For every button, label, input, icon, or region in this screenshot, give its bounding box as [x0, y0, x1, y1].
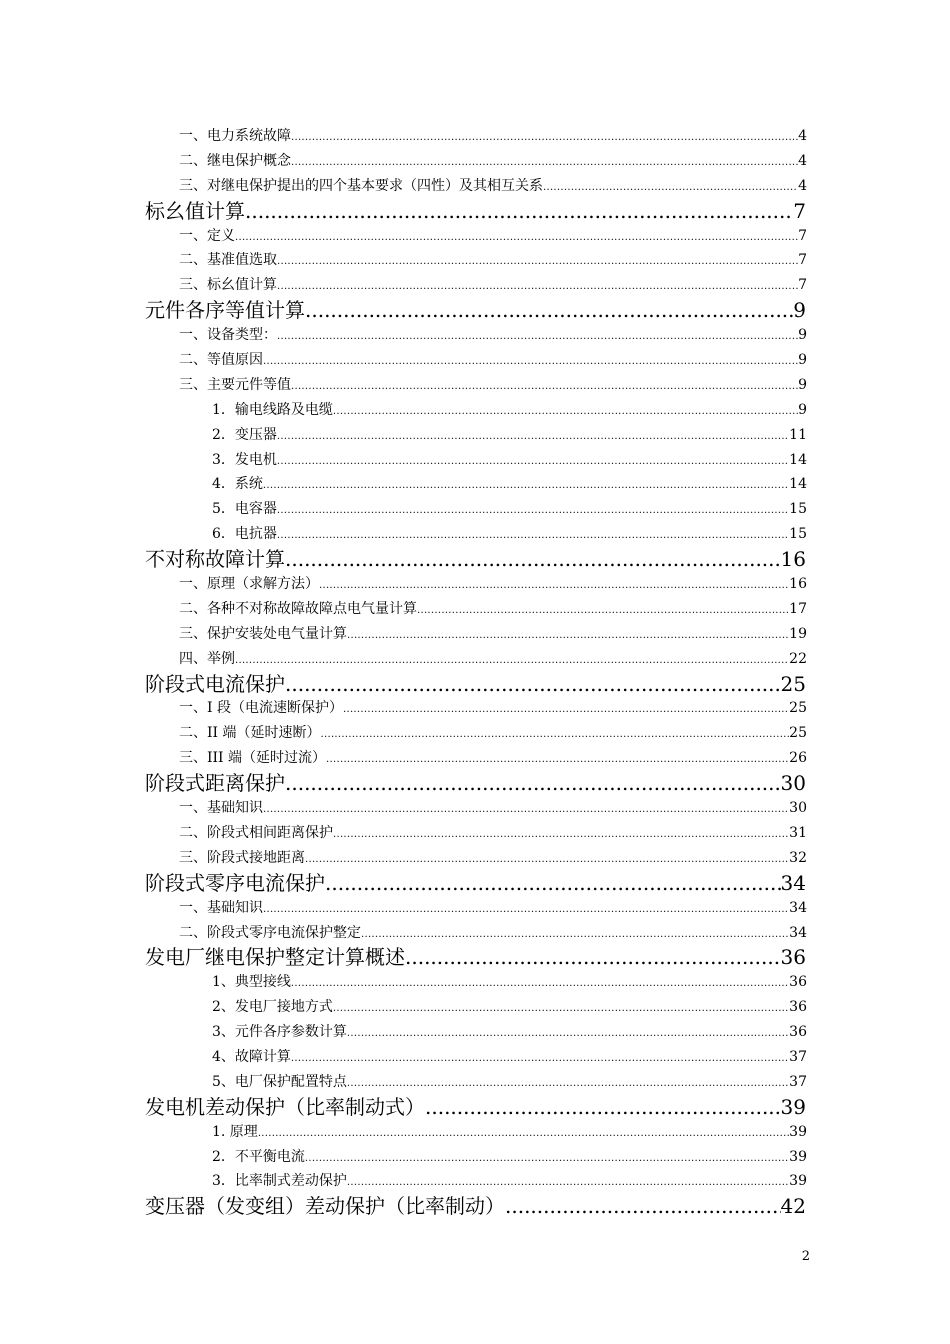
- toc-entry-page-number: 14: [789, 476, 807, 493]
- toc-entry-page-number: 39: [780, 1094, 806, 1119]
- toc-entry-title: 1．输电线路及电缆: [212, 401, 333, 418]
- toc-entry-page-number: 7: [798, 252, 807, 269]
- toc-entry-title: 四、举例: [179, 650, 235, 667]
- toc-dot-leader: [305, 298, 793, 323]
- toc-entry-title: 发电厂继电保护整定计算概述: [145, 945, 405, 970]
- toc-entry-title: 2．变压器: [212, 426, 277, 443]
- toc-entry-title: 三、标幺值计算: [179, 277, 277, 294]
- toc-entry-page-number: 14: [789, 451, 807, 468]
- toc-entry-page-number: 9: [798, 352, 807, 369]
- toc-entry-title: 4、故障计算: [212, 1048, 291, 1065]
- toc-entry-page-number: 25: [789, 700, 807, 717]
- toc-section-entry[interactable]: [0, 647, 950, 672]
- toc-entry-title: 4．系统: [212, 476, 263, 493]
- toc-entry-title: 二、等值原因: [179, 352, 263, 369]
- toc-entry-title: 三、III 端（延时过流）: [179, 750, 327, 767]
- toc-entry-title: 3、元件各序参数计算: [212, 1024, 347, 1041]
- toc-dot-leader: [319, 574, 789, 599]
- toc-section-entry[interactable]: [0, 1169, 950, 1194]
- toc-entry-title: 阶段式电流保护: [145, 671, 285, 696]
- toc-entry-page-number: 37: [789, 1073, 807, 1090]
- toc-dot-leader: [347, 1171, 789, 1196]
- toc-chapter-entry[interactable]: [0, 771, 950, 796]
- toc-entry-title: 三、对继电保护提出的四个基本要求（四性）及其相互关系: [179, 177, 543, 194]
- toc-entry-title: 二、II 端（延时速断）: [179, 725, 321, 742]
- toc-entry-page-number: 4: [798, 177, 807, 194]
- toc-entry-page-number: 30: [789, 800, 807, 817]
- toc-dot-leader: [263, 350, 798, 375]
- toc-entry-title: 二、阶段式零序电流保护整定: [179, 924, 361, 941]
- toc-dot-leader: [333, 400, 798, 425]
- toc-entry-title: 3．发电机: [212, 451, 277, 468]
- toc-dot-leader: [505, 1194, 781, 1219]
- toc-section-entry[interactable]: [0, 497, 950, 522]
- toc-dot-leader: [343, 698, 789, 723]
- toc-dot-leader: [285, 672, 781, 697]
- toc-section-entry[interactable]: [0, 1070, 950, 1095]
- toc-entry-page-number: 25: [780, 671, 806, 696]
- toc-section-entry[interactable]: [0, 323, 950, 348]
- toc-entry-title: 三、阶段式接地距离: [179, 849, 305, 866]
- toc-section-entry[interactable]: [0, 373, 950, 398]
- table-of-contents: [0, 124, 950, 1219]
- toc-section-entry[interactable]: [0, 472, 950, 497]
- toc-entry-title: 标幺值计算: [145, 198, 245, 223]
- toc-entry-page-number: 36: [789, 1024, 807, 1041]
- toc-dot-leader: [333, 997, 789, 1022]
- toc-dot-leader: [285, 771, 781, 796]
- toc-chapter-entry[interactable]: [0, 672, 950, 697]
- toc-dot-leader: [277, 425, 789, 450]
- toc-dot-leader: [291, 375, 798, 400]
- toc-entry-page-number: 9: [793, 298, 806, 323]
- toc-dot-leader: [417, 599, 789, 624]
- toc-dot-leader: [277, 524, 789, 549]
- toc-section-entry[interactable]: [0, 1020, 950, 1045]
- toc-entry-title: 3．比率制式差动保护: [212, 1173, 347, 1190]
- toc-dot-leader: [235, 226, 798, 251]
- toc-section-entry[interactable]: [0, 448, 950, 473]
- toc-entry-page-number: 19: [789, 625, 807, 642]
- toc-entry-title: 5、电厂保护配置特点: [212, 1073, 347, 1090]
- toc-dot-leader: [277, 325, 798, 350]
- toc-dot-leader: [347, 624, 789, 649]
- toc-dot-leader: [258, 1122, 789, 1147]
- toc-entry-title: 二、阶段式相间距离保护: [179, 824, 333, 841]
- toc-section-entry[interactable]: [0, 821, 950, 846]
- toc-section-entry[interactable]: [0, 721, 950, 746]
- toc-dot-leader: [425, 1095, 781, 1120]
- toc-dot-leader: [263, 898, 789, 923]
- toc-entry-title: 发电机差动保护（比率制动式）: [145, 1094, 425, 1119]
- toc-dot-leader: [543, 176, 798, 201]
- toc-dot-leader: [245, 199, 793, 224]
- toc-entry-page-number: 26: [789, 750, 807, 767]
- toc-dot-leader: [291, 126, 798, 151]
- toc-section-entry[interactable]: [0, 970, 950, 995]
- toc-dot-leader: [361, 923, 789, 948]
- toc-entry-page-number: 32: [789, 849, 807, 866]
- toc-dot-leader: [263, 474, 789, 499]
- toc-section-entry[interactable]: [0, 174, 950, 199]
- toc-chapter-entry[interactable]: [0, 1095, 950, 1120]
- toc-entry-page-number: 25: [789, 725, 807, 742]
- toc-entry-title: 变压器（发变组）差动保护（比率制动）: [145, 1194, 505, 1219]
- toc-entry-title: 5．电容器: [212, 501, 277, 518]
- toc-entry-title: 1. 原理: [212, 1123, 258, 1140]
- toc-entry-page-number: 7: [793, 198, 806, 223]
- toc-entry-title: 一、电力系统故障: [179, 128, 291, 144]
- toc-entry-page-number: 9: [798, 327, 807, 344]
- toc-entry-title: 阶段式距离保护: [145, 771, 285, 796]
- toc-section-entry[interactable]: [0, 348, 950, 373]
- toc-section-entry[interactable]: [0, 846, 950, 871]
- toc-entry-title: 一、I 段（电流速断保护）: [179, 700, 343, 717]
- toc-entry-page-number: 16: [780, 547, 806, 572]
- toc-dot-leader: [405, 945, 781, 970]
- toc-entry-page-number: 9: [798, 376, 807, 393]
- toc-dot-leader: [305, 1147, 789, 1172]
- toc-dot-leader: [291, 1047, 789, 1072]
- toc-section-entry[interactable]: [0, 149, 950, 174]
- toc-dot-leader: [277, 275, 798, 300]
- toc-entry-page-number: 15: [789, 501, 807, 518]
- toc-entry-page-number: 42: [780, 1194, 806, 1219]
- toc-dot-leader: [263, 798, 789, 823]
- toc-entry-title: 元件各序等值计算: [145, 298, 305, 323]
- toc-entry-title: 一、定义: [179, 227, 235, 244]
- toc-section-entry[interactable]: [0, 1045, 950, 1070]
- toc-entry-page-number: 7: [798, 277, 807, 294]
- toc-section-entry[interactable]: [0, 522, 950, 547]
- toc-entry-page-number: 36: [780, 945, 806, 970]
- toc-entry-page-number: 30: [780, 771, 806, 796]
- toc-dot-leader: [235, 649, 789, 674]
- toc-entry-title: 二、各种不对称故障故障点电气量计算: [179, 600, 417, 617]
- toc-chapter-entry[interactable]: [0, 298, 950, 323]
- toc-chapter-entry[interactable]: [0, 547, 950, 572]
- toc-entry-page-number: 4: [798, 128, 807, 144]
- toc-section-entry[interactable]: [0, 248, 950, 273]
- toc-entry-title: 一、原理（求解方法）: [179, 576, 319, 593]
- toc-entry-title: 一、设备类型：: [179, 327, 277, 344]
- toc-entry-page-number: 39: [789, 1123, 807, 1140]
- toc-section-entry[interactable]: [0, 224, 950, 249]
- toc-section-entry[interactable]: [0, 597, 950, 622]
- toc-section-entry[interactable]: [0, 896, 950, 921]
- toc-entry-page-number: 9: [798, 401, 807, 418]
- toc-section-entry[interactable]: [0, 921, 950, 946]
- page-number: 2: [801, 1249, 810, 1264]
- toc-section-entry[interactable]: [0, 423, 950, 448]
- toc-section-entry[interactable]: [0, 572, 950, 597]
- toc-entry-page-number: 34: [789, 924, 807, 941]
- toc-entry-page-number: 31: [789, 824, 807, 841]
- toc-section-entry[interactable]: [0, 746, 950, 771]
- toc-entry-page-number: 37: [789, 1048, 807, 1065]
- toc-section-entry[interactable]: [0, 622, 950, 647]
- toc-entry-page-number: 34: [780, 870, 806, 895]
- toc-entry-title: 2、发电厂接地方式: [212, 999, 333, 1016]
- toc-entry-title: 三、主要元件等值: [179, 376, 291, 393]
- toc-section-entry[interactable]: [0, 124, 950, 149]
- toc-entry-page-number: 22: [789, 650, 807, 667]
- toc-dot-leader: [347, 1072, 789, 1097]
- toc-entry-page-number: 4: [798, 152, 807, 169]
- toc-entry-title: 不对称故障计算: [145, 547, 285, 572]
- toc-entry-title: 二、基准值选取: [179, 252, 277, 269]
- toc-entry-title: 三、保护安装处电气量计算: [179, 625, 347, 642]
- toc-dot-leader: [326, 748, 789, 773]
- toc-entry-title: 6．电抗器: [212, 526, 277, 543]
- toc-dot-leader: [347, 1022, 789, 1047]
- toc-dot-leader: [291, 972, 789, 997]
- toc-entry-page-number: 11: [789, 426, 807, 443]
- toc-entry-title: 2．不平衡电流: [212, 1148, 305, 1165]
- toc-dot-leader: [277, 450, 789, 475]
- toc-dot-leader: [325, 871, 781, 896]
- toc-dot-leader: [277, 499, 789, 524]
- toc-section-entry[interactable]: [0, 273, 950, 298]
- toc-entry-title: 1、典型接线: [212, 974, 291, 991]
- toc-dot-leader: [305, 848, 789, 873]
- toc-entry-page-number: 39: [789, 1148, 807, 1165]
- toc-entry-page-number: 34: [789, 899, 807, 916]
- toc-entry-page-number: 39: [789, 1173, 807, 1190]
- toc-entry-title: 一、基础知识: [179, 899, 263, 916]
- toc-entry-title: 一、基础知识: [179, 800, 263, 817]
- toc-dot-leader: [291, 151, 798, 176]
- toc-chapter-entry[interactable]: [0, 871, 950, 896]
- toc-dot-leader: [285, 547, 781, 572]
- toc-entry-page-number: 16: [789, 576, 807, 593]
- toc-section-entry[interactable]: [0, 398, 950, 423]
- toc-section-entry[interactable]: [0, 1145, 950, 1170]
- toc-chapter-entry[interactable]: [0, 1194, 950, 1219]
- toc-section-entry[interactable]: [0, 696, 950, 721]
- toc-section-entry[interactable]: [0, 1120, 950, 1145]
- toc-entry-title: 阶段式零序电流保护: [145, 870, 325, 895]
- toc-entry-title: 二、继电保护概念: [179, 152, 291, 169]
- toc-chapter-entry[interactable]: [0, 199, 950, 224]
- toc-dot-leader: [321, 723, 790, 748]
- toc-entry-page-number: 17: [789, 600, 807, 617]
- toc-entry-page-number: 15: [789, 526, 807, 543]
- toc-chapter-entry[interactable]: [0, 945, 950, 970]
- toc-section-entry[interactable]: [0, 796, 950, 821]
- toc-entry-page-number: 7: [798, 227, 807, 244]
- toc-dot-leader: [333, 823, 789, 848]
- toc-entry-page-number: 36: [789, 974, 807, 991]
- toc-dot-leader: [277, 250, 798, 275]
- toc-entry-page-number: 36: [789, 999, 807, 1016]
- toc-section-entry[interactable]: [0, 995, 950, 1020]
